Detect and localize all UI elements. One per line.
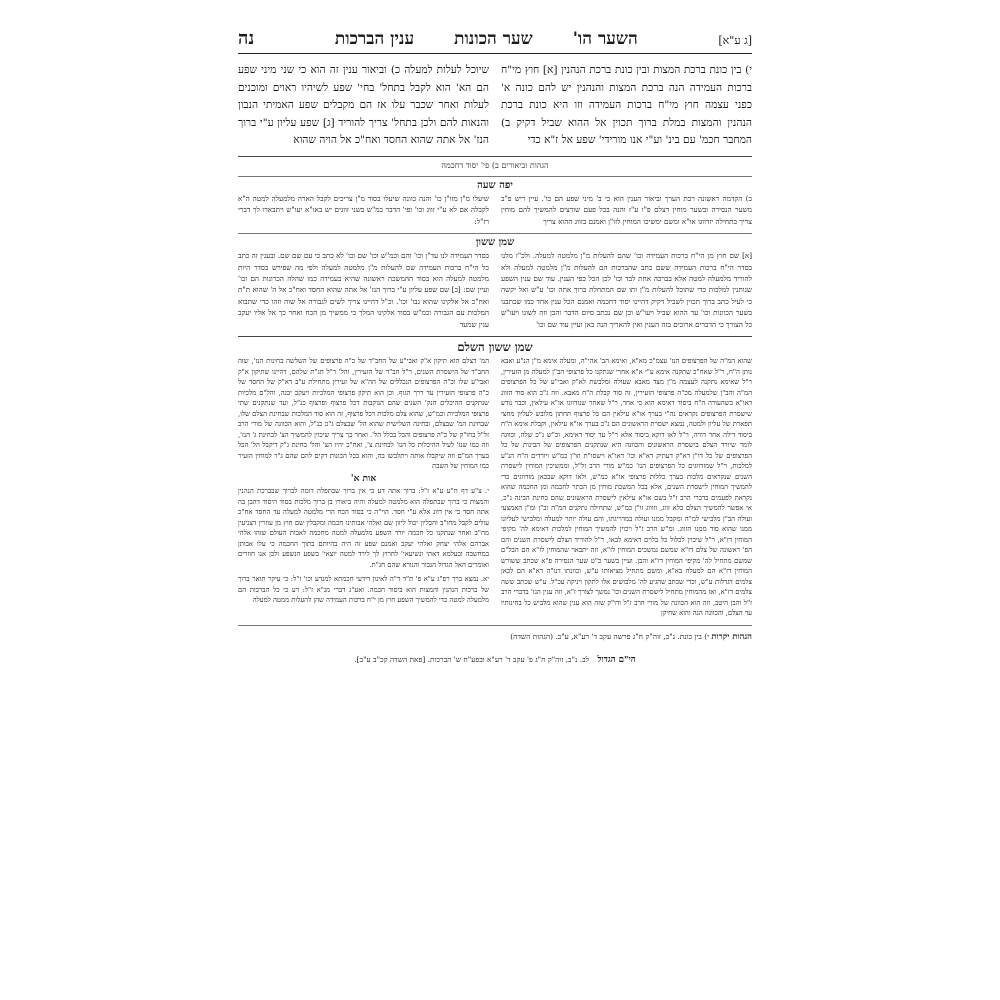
main-text xyxy=(238,62,752,150)
yafeh-shaah-right-column: כ) הקדמה ראשונה רבת הערך וביאור הענין הוא כי ב' מיני שפע הם כו'. עיין ריש פ"ב משער הנסירה ובשער מוחין דצלם פ"ו ע"ז והנה בכל פעם שורצים להמשיך להם מוחין צריך בתחילה יזדווגו או"א ומשם ימשיכו המוחין לזו"ן ואמנם בזווג ההוא צריך xyxy=(501,193,752,226)
header-titles xyxy=(335,29,638,49)
hashalem-right-column: שהוא המ"ה של הפרצופים הנז' עצמ"כ מא"א, ואימא הב' אהי"ה, ומעלה אימא מ"ן הנ"ע ואבא נותן ה"ח, ר"ל שאח"כ שתקנה אימא ע"י א"א אחרי שנתקנו כל פרצופי הב"ן למעלה מן הזעירין, ר"ל שאימא נתקנה לעצמה מ"ן מצד מאבא שעולה ומלבשת לא"ק ואבי"ע של כל הפרצופים המ"ה והב"ן שלמעלה מכ"ה פרצופי הזעירין, זה סוד קבלת ה"ח מאבא. וזה ג"כ הוא סוד הזווג דאו"א בשהעורה ה"ח ביסוד דאימא הוא כי אחר, ר"ל שאחר שנזדווגו או"א עילאין, וכבר נודע שישסרת הפרצופים נקראים נה"י בערך או"א עילאין הם כל פרצוף תחתון מלובש לעליון מחצי תפארת של עליון ולמטה, נמצא ישסרת הראשונים הם ג"כ בערך או"א עילאין, וקבלת אימא ה"ח ביסוד דילה אחר דורה, ר"ל לאו דוקא ביסוד אלא ר"ל עד יסוד דאימא, וכ"ש ג"כ שלה, וכוונה לומר שיורד הצלם בישסרת הראשונים והכוונה היא שנתקנים הפרצופים של הבינות של כל הפרצופים של כל דו"ן דא"ק דעתיק דא"א וכו' דאו"א וישסו"ת וזו"ן כמ"ש ויורדים ה"ח הנ"ע למלכות, ר"ל שמזדווגים כל הפרצופים הנז' כמ"ש מורי הרב זל"ל, וממשיכין המוחין לישסרת השנים שנקראים מלכות בערך כללות פרצופי או"א כמ"ש, ולאו דוקא שבכאן מזדווגים כדי להמשיך המוחין לישסרת השנים, אלא בכל המשכת מוחין מן הכתר לחכמה ומן החכמה שהוא נקראת לפעמים בדברי הרב ז"ל בשם או"א עילאין לישסרת הראשונים שהם בחינת הבינה ג"כ, אי אפשר להמשיך הצלם בלא זווג, וזוווג זו"ן כמ"ש, שתחילה נתקנים המ"ה וב"ן ומ"ן האמצעי ועולה הב"ן מלבישי למ"ה ומקבל ממנו ועולה במדריגתו, והם עולה יותר למעלה ומלבישי לעליונו ממנו שהוא סוד ממנו הזווג. ומ"ש הרב ז"ל ויכוין להמשיך המוחין למלכות דאימא לה' מקיפי המוחין דז"א, ר"ל שיכוין לכלול כל בלוים דאימא לבאו, ר"ל להוריד הצלם לישסרת השנים והם הפ' ראשונה של צלם דז"א שמשם נמשכים המוחין לז"א, וזה יתבאר שהמוחין לז"א הם הבל"ם שמשם מתחיל לה' מקיפי המוחין דז"א והבן. ועיין בשער כ"ט שער הנסירה פ"א שכתב ששורש המוחין דז"א הם למעלה בא"א, ומשם מתחיל מציאותו ע"ש, וכוונתו דנו"ה דא"א הם לכאן צלמים דגדלות ע"ש, וכדי שכתב שהגיע לה' מלבושים אלו לתקון ויניקה עכ"ל. ע"ש שכתב ששה צלמים דז"א, ואז מהמוחין מתחיל לישסרת השנים וכו' נמשך לצורך ז"א, וזה ענין הנז' בדברי הרב ז"ל והבן היטב, וזה הוא הכוונה של מורי הרב ז"ל ודו"ק שזה הוא ענין שהוא מלביש כל בחינותיו עד הצלם, והכוונה הנה והוא שחיקן xyxy=(501,357,752,618)
shemen-sasson-commentary xyxy=(238,250,752,330)
shemen-sasson-right-column: [א] שם חוץ מן הי"ח ברכות העמידה וכו' שהם להעלות מ"ן מלמטה למעלה. ולכ"ז מלנו בסדר הי"ח ברכות העמידה ששם כתב שהברכות הם להעלות מ"ן מלמטה למעלה ולא להוריד מלמעלה למטה אלא בברכה אחת לבד וכו' לכן הכל כפי הענין. עוד שם ענין השפע שנותנין למלכות כדי שתוכל להעלות מ"ן ותו שם המתחלת ברוך אתה וכו' ע"ש ואל יקשה כי לעיל כתב ברוך תכוין לשביל דקיק דהיינו יסוד דחכמה ואמנם הכל ענין אחד כמו שכתבנו בשער הכוונות וכו' עד ההוא שביל ויעו"ש וכן שם נכתב סיום הדבר והבן וזה לשונו ויעו"ש כל הצורך כי הדברים ארוכים בזה הענין ואין להאריך הנה כאן ועיין עוד שם וכו' xyxy=(501,251,752,329)
footnote-hagahot-yekarot xyxy=(238,631,752,642)
main-text-left-column: שיוכל לעלות למעלה כ) וביאור ענין זה הוא כי שני מיני שפע הם הא' הוא לקבל בתחל' בחי' שפע לשיהיו ראוים ומוכנים לעלות ואחר שכבר עלו אז הם מקבלים שפע האמיתי הנבון והנאות להם ולכן בתחל' צריך להוריד [ג] שפע עליון ע"י ברוך הנז' אל אתה שהוא החסד ואח"כ אל הויה שהוא xyxy=(238,64,489,147)
ot-alef-title: אות א' xyxy=(350,473,377,484)
section-title-shemen-sasson-hashalem: שמן ששון השלם xyxy=(457,340,533,355)
footnote-text: י) בין כונת. נ"ב, זוה"ק ח"ג פרשה עקב ד' רע"א, ע"ב. (הגהות השדה) xyxy=(510,631,710,641)
footnote-label: הגהות יקרות xyxy=(711,630,752,641)
header-book: שער הכונות xyxy=(454,29,533,49)
yafeh-shaah-commentary xyxy=(238,193,752,227)
shemen-sasson-left-column: בסדר העמידה לנו עד"ן וכו' והם וכמ"ש וכו' שם וכו' לא כתב כי עם שם שם. ובענין זה כתב כל הי"ח ברכות העמידה שם להעלות מ"ן מלמטה למעלה ולפי מה שפירש בסדר היות מלמטה למעלה הוא בסוד ההמשכה ראשונה שהיא בעמידה כמו שהלה הכרונות הם וכו' ועיין שם: [ב] שם שפע עליון ע"י ברוך הנז' אל אתה שהוא החסד ואח"כ אל ה' שהוא ת"ת ואח"כ אל אלקינו שהוא גבו' וכו'. וכ"ל דהיינו צריך לשים לגבורה אל שוה וזהו כדי שתבוא המלכות עם הגבורה וכמ"ש בסוד אלקינו המלך כי ממשיך מן הכח ואחר כך אל אליו יעקב ענין שמעד xyxy=(238,251,489,329)
footnote2-text: לב. נ"ב, זוה"ק ח"ג פ' עקב ד' רע"א ובפע"ח ש' הברכות. [פאת השדה קכ"ב ע"ב]. xyxy=(354,654,590,664)
hashalem-left-column xyxy=(238,356,489,619)
ot-alef-text: י. צ"ע דף ח"ע ע"א ז"ל: ברוך אתה דע כי אין ברוך שבתפלה דומה לברוך שבברכת הנהנין והמצות כי ברוך שבתפלה הוא מלמטה למעלה והיה ביאורו בן ברוך מלכות בסוד היסוד דהבן בה אתה חסד כי אין דוונ אלא ע"י חסד. הוי"ה כי בסוד הכח הרי מלמטה למעלה עד החסד אח"כ עולים לקבל מחו"ב והכליון יכול ליזון שם ואלהי אבותינו חכמה ומקבלין שם חוץ מן עוזרין דצניעין מח"ב ואחר שנתקנו כל חכמה יורד השפע מלמעלה למטה מחכמה לאבות העולם שזהו אלהי אברהם אלהי יצחק ואלהי יעקב ואמנם שפע זה היה בהיותם בתוך החכמה כי עלו אבותן במחשבה ובעלמא דאתי ונשיעאי' לחרוץ לך לירד למטה יוצאי' בשפע הנשפע ולכן אנו חוזרים ואומרים האל הגדול הגבור והנורא שהם חג"ת. xyxy=(238,487,489,569)
yafeh-shaah-left-column: שיעלו מ"ן מזו"ן כו' והנה כוונה שיעלו בסוד מ"ן צריכים לקבל הארה מלמעלה למטה ה"א לקבלה אם לא ע"י זווג וכו' ופי' הדבר כמ"ש בשני זווגים יש באו"א יעו"ש ויתבארו לך דברי רז"ל: xyxy=(238,193,489,226)
divider xyxy=(238,176,752,177)
notes-label: הגהות וביאורים ב) פי' יסוד דחכמה xyxy=(441,160,549,170)
main-text-right-column: י) בין כונת ברכת המצות ובין כונת ברכת הנהנין [א] חוץ מי"ח ברכות העמידה הנה ברכת המצות והנהנין יש להם כונה א' כפני עצמה חוץ מי"ח ברכות העמידה וזו היא כונת ברכת הנהנין והמצות במלת ברוך תכוין אל ההוא שביל דקיק ב) המחבר חכמ' עם בינ' וע"י אנו מורידי' שפע אל ז"א כדי xyxy=(501,64,752,147)
divider xyxy=(238,625,752,626)
section-title-yafeh-shaah: יפה שעה xyxy=(477,179,513,191)
section-title-shemen-sasson: שמן ששון xyxy=(475,237,515,249)
divider xyxy=(238,233,752,234)
note-yod-alef: יא. נמצא ברך רפ"ג ע"א פ' ת"ד ד"ה לאינון דידעי חכמתא למנדע וכו' ז"ל: כי עיקר תואר ברוך של ברכות הנהנין והמצות הוא ביסוד חכמה. ואע"ג דברי מנ"א ז"ל: דע כי כל הברכות הם מלמעלה למטה כדי להמשיך השפע חוץ מן י"ח ברכות העמידה שהן להעלות ממטה למעלה xyxy=(238,575,489,605)
header-reference: [ג ע"א] xyxy=(718,34,752,47)
footnote2-label: הי"ם הגדול xyxy=(597,654,636,665)
header-chapter: השער הו' xyxy=(572,29,638,49)
shemen-sasson-hashalem-commentary xyxy=(238,356,752,619)
footnote-haim-hagadol xyxy=(238,654,752,665)
divider xyxy=(238,336,752,337)
page-number: נה xyxy=(238,28,255,49)
running-header xyxy=(238,28,752,54)
hashalem-left-text: המ' דצלם הוא תיקון א"ק ואבי"ע של החב"ד של כ"ה פרצופים של השלשה בחינות הנז', שזה החב"ד של הישסרת השנים, ר"ל חב"ד של הזעירין, והל' ר"ל חג"ת שלהם, דהיינו שתיקון א"ק ואבי"ע שלו וכ"ה הפרצופים הנכללים של הה"א של זעירין מתחילת ע"ב דא"ק של החסד של כ"ה פרצופי הזעירין עד דרך הגוף. וכן הוא תיקון פרצופי המלכיות ויעקב יבנה, והל"ם מלכיות שנתקנים ההיכלים הנק' השנים שהם הנוקבות דכל פרצוף ופרצוף כנ"ל, ועד שנתקנים שתי פרצופי המלכיות וכמ"ש, שהוא צלם מלכות דכל פרצוף, זה הוא סוד המלכות שבחינת הצלם שלו, שבחינת המ' שבצלם, ובחינה השלישית שהוא הל' שבצלם ג"כ כנ"ל, והוא הכוונה של מורי הרב זל"ל בחו"ק של כ"ה פרצופים והכל בכלל הל'. ואחר כך צריך שיכוין להמשיך הצ' לבחינת ג' הנז', וזה כמו שנז' לעיל ההיכלות כל הנז' לבחינת צ', ואח"כ יהיו הצ' והל' בחינת ג"ק דיקבל הל' הכל בערך המ"ם וזה שיקבלו אותה ויתלבשו בה, והוא בכל הכונות דקים להם שהם ג"ר למוחין הזעיר כמו המוחין של השבת xyxy=(238,357,489,471)
divider xyxy=(238,156,752,157)
header-topic: ענין הברכות xyxy=(334,29,415,49)
